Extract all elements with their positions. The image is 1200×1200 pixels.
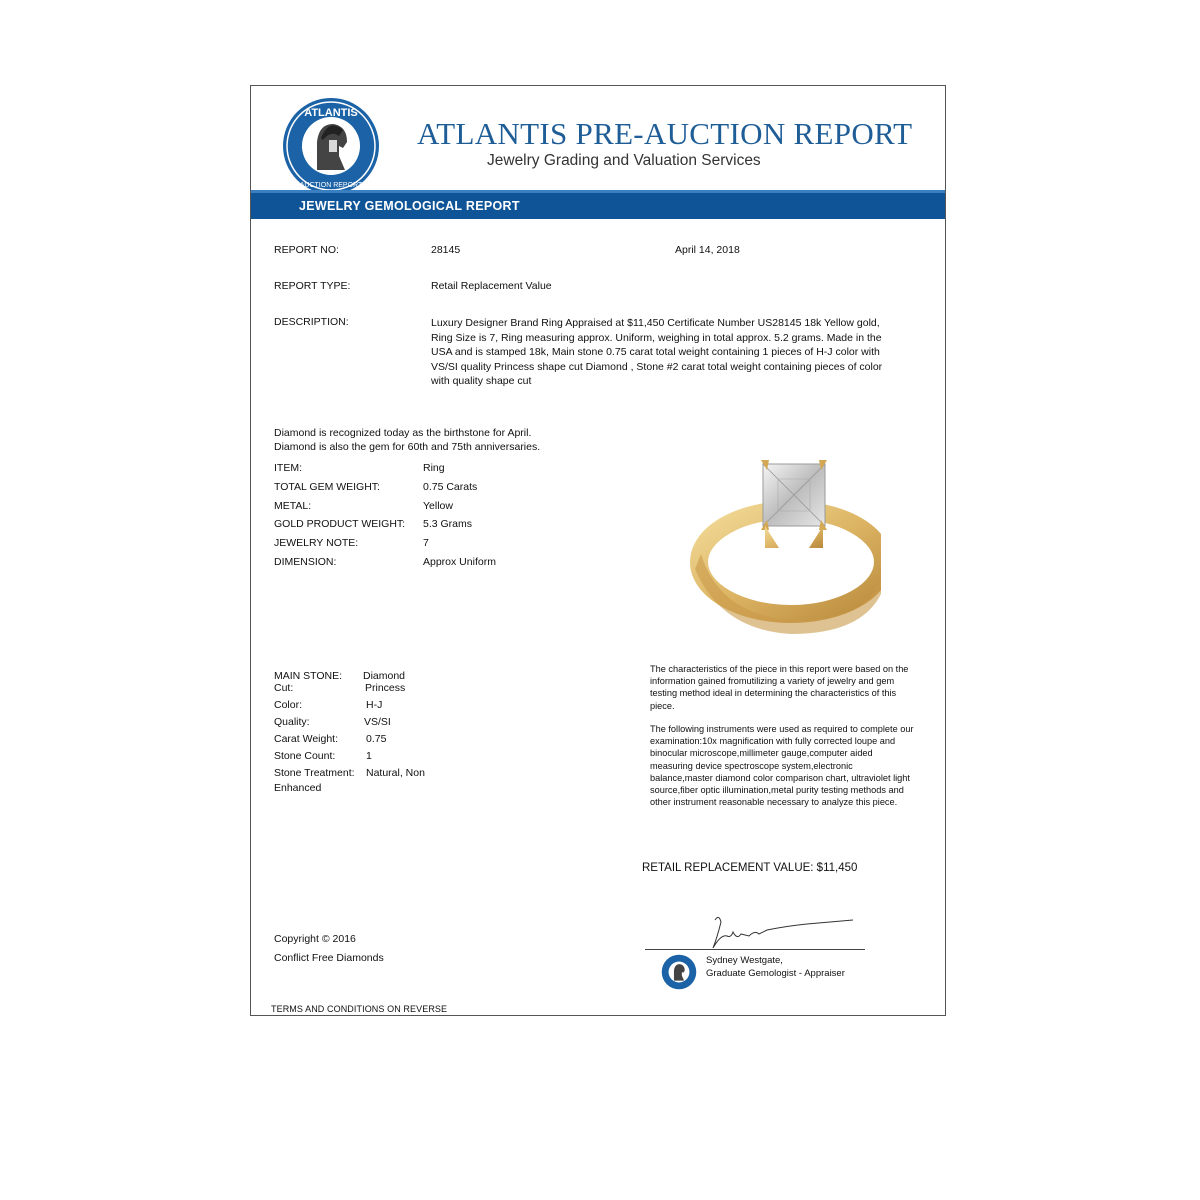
stone-count-value: 1 bbox=[366, 750, 372, 762]
cut-label: Cut: bbox=[274, 682, 294, 694]
detail-label: GOLD PRODUCT WEIGHT: bbox=[274, 518, 406, 530]
report-subtitle: Jewelry Grading and Valuation Services bbox=[487, 152, 761, 169]
detail-label: METAL: bbox=[274, 500, 312, 512]
signer-title: Graduate Gemologist - Appraiser bbox=[706, 968, 845, 979]
treatment-label: Stone Treatment: bbox=[274, 767, 355, 779]
detail-value: 5.3 Grams bbox=[423, 518, 473, 530]
notes-paragraph-1: The characteristics of the piece in this report were based on the information gained fromutilizing a variety of jewelry and gem testing method ideal in determining the characteristics of this piece. bbox=[650, 664, 909, 711]
signer-name: Sydney Westgate, bbox=[706, 955, 783, 966]
logo-top-text: ATLANTIS bbox=[304, 107, 358, 119]
carat-label: Carat Weight: bbox=[274, 733, 338, 745]
description-text: Luxury Designer Brand Ring Appraised at $11,450 Certificate Number US28145 18k Yellow gold, Ring Size is 7, Ring measuring approx. Uniform, weighing in total approx. 5.2 grams. Made in the USA and is stamped 18k, Main stone 0.75 carat total weight containing 1 pieces of H-J color with VS/SI quality Princess shape cut Diamond , Stone #2 carat total weight containing pieces of color with quality shape cut bbox=[431, 317, 883, 387]
detail-label: TOTAL GEM WEIGHT: bbox=[274, 481, 380, 493]
svg-text:★: ★ bbox=[355, 146, 361, 152]
quality-label: Quality: bbox=[274, 716, 310, 728]
quality-value: VS/SI bbox=[364, 716, 391, 728]
copyright: Copyright © 2016 bbox=[274, 933, 356, 945]
detail-value: 0.75 Carats bbox=[423, 481, 478, 493]
atlantis-small-logo-icon bbox=[661, 954, 697, 990]
conflict-free: Conflict Free Diamonds bbox=[274, 952, 384, 964]
svg-text:★: ★ bbox=[301, 146, 307, 152]
report-no-value: 28145 bbox=[431, 244, 461, 256]
birthstone-line-1: Diamond is recognized today as the birthstone for April. bbox=[274, 427, 532, 439]
signature-line bbox=[645, 949, 865, 950]
report-title: ATLANTIS PRE-AUCTION REPORT bbox=[417, 116, 913, 151]
main-stone-label: MAIN STONE: bbox=[274, 670, 343, 682]
report-date: April 14, 2018 bbox=[675, 244, 740, 256]
detail-value: Approx Uniform bbox=[423, 556, 496, 568]
signature-icon bbox=[697, 912, 857, 954]
birthstone-line-2: Diamond is also the gem for 60th and 75th anniversaries. bbox=[274, 441, 541, 453]
color-value: H-J bbox=[366, 699, 383, 711]
detail-value: Ring bbox=[423, 462, 445, 474]
terms-note: TERMS AND CONDITIONS ON REVERSE bbox=[271, 1004, 448, 1014]
ring-image bbox=[681, 444, 881, 634]
treatment-value: Natural, Non bbox=[366, 767, 425, 779]
carat-value: 0.75 bbox=[366, 733, 387, 745]
section-band bbox=[251, 190, 945, 219]
detail-label: JEWELRY NOTE: bbox=[274, 537, 359, 549]
description-label: DESCRIPTION: bbox=[274, 316, 349, 328]
logo-bottom-text: AUCTION REPORT bbox=[299, 182, 363, 189]
color-label: Color: bbox=[274, 699, 303, 711]
report-type-value: Retail Replacement Value bbox=[431, 280, 552, 292]
main-stone-value: Diamond bbox=[363, 670, 406, 682]
detail-label: DIMENSION: bbox=[274, 556, 337, 568]
report-document bbox=[250, 85, 946, 1016]
stone-count-label: Stone Count: bbox=[274, 750, 336, 762]
detail-value: 7 bbox=[423, 537, 429, 549]
treatment-value-cont: Enhanced bbox=[274, 782, 322, 794]
detail-value: Yellow bbox=[423, 500, 453, 512]
report-type-label: REPORT TYPE: bbox=[274, 280, 351, 292]
atlantis-logo-icon bbox=[281, 96, 381, 196]
report-no-label: REPORT NO: bbox=[274, 244, 339, 256]
section-band-label: JEWELRY GEMOLOGICAL REPORT bbox=[299, 199, 520, 213]
cut-value: Princess bbox=[365, 682, 406, 694]
detail-label: ITEM: bbox=[274, 462, 302, 474]
notes-paragraph-2: The following instruments were used as required to complete our examination:10x magnification with fully corrected loupe and binocular microscope,millimeter gauge,computer aided measuring device spectroscope system,electronic balance,master diamond color comparison chart, ultraviolet light source,fiber optic illumination,metal purity testing methods and other instrument reasonable necessary to analyze this piece. bbox=[650, 724, 914, 808]
retail-value: RETAIL REPLACEMENT VALUE: $11,450 bbox=[642, 862, 858, 874]
